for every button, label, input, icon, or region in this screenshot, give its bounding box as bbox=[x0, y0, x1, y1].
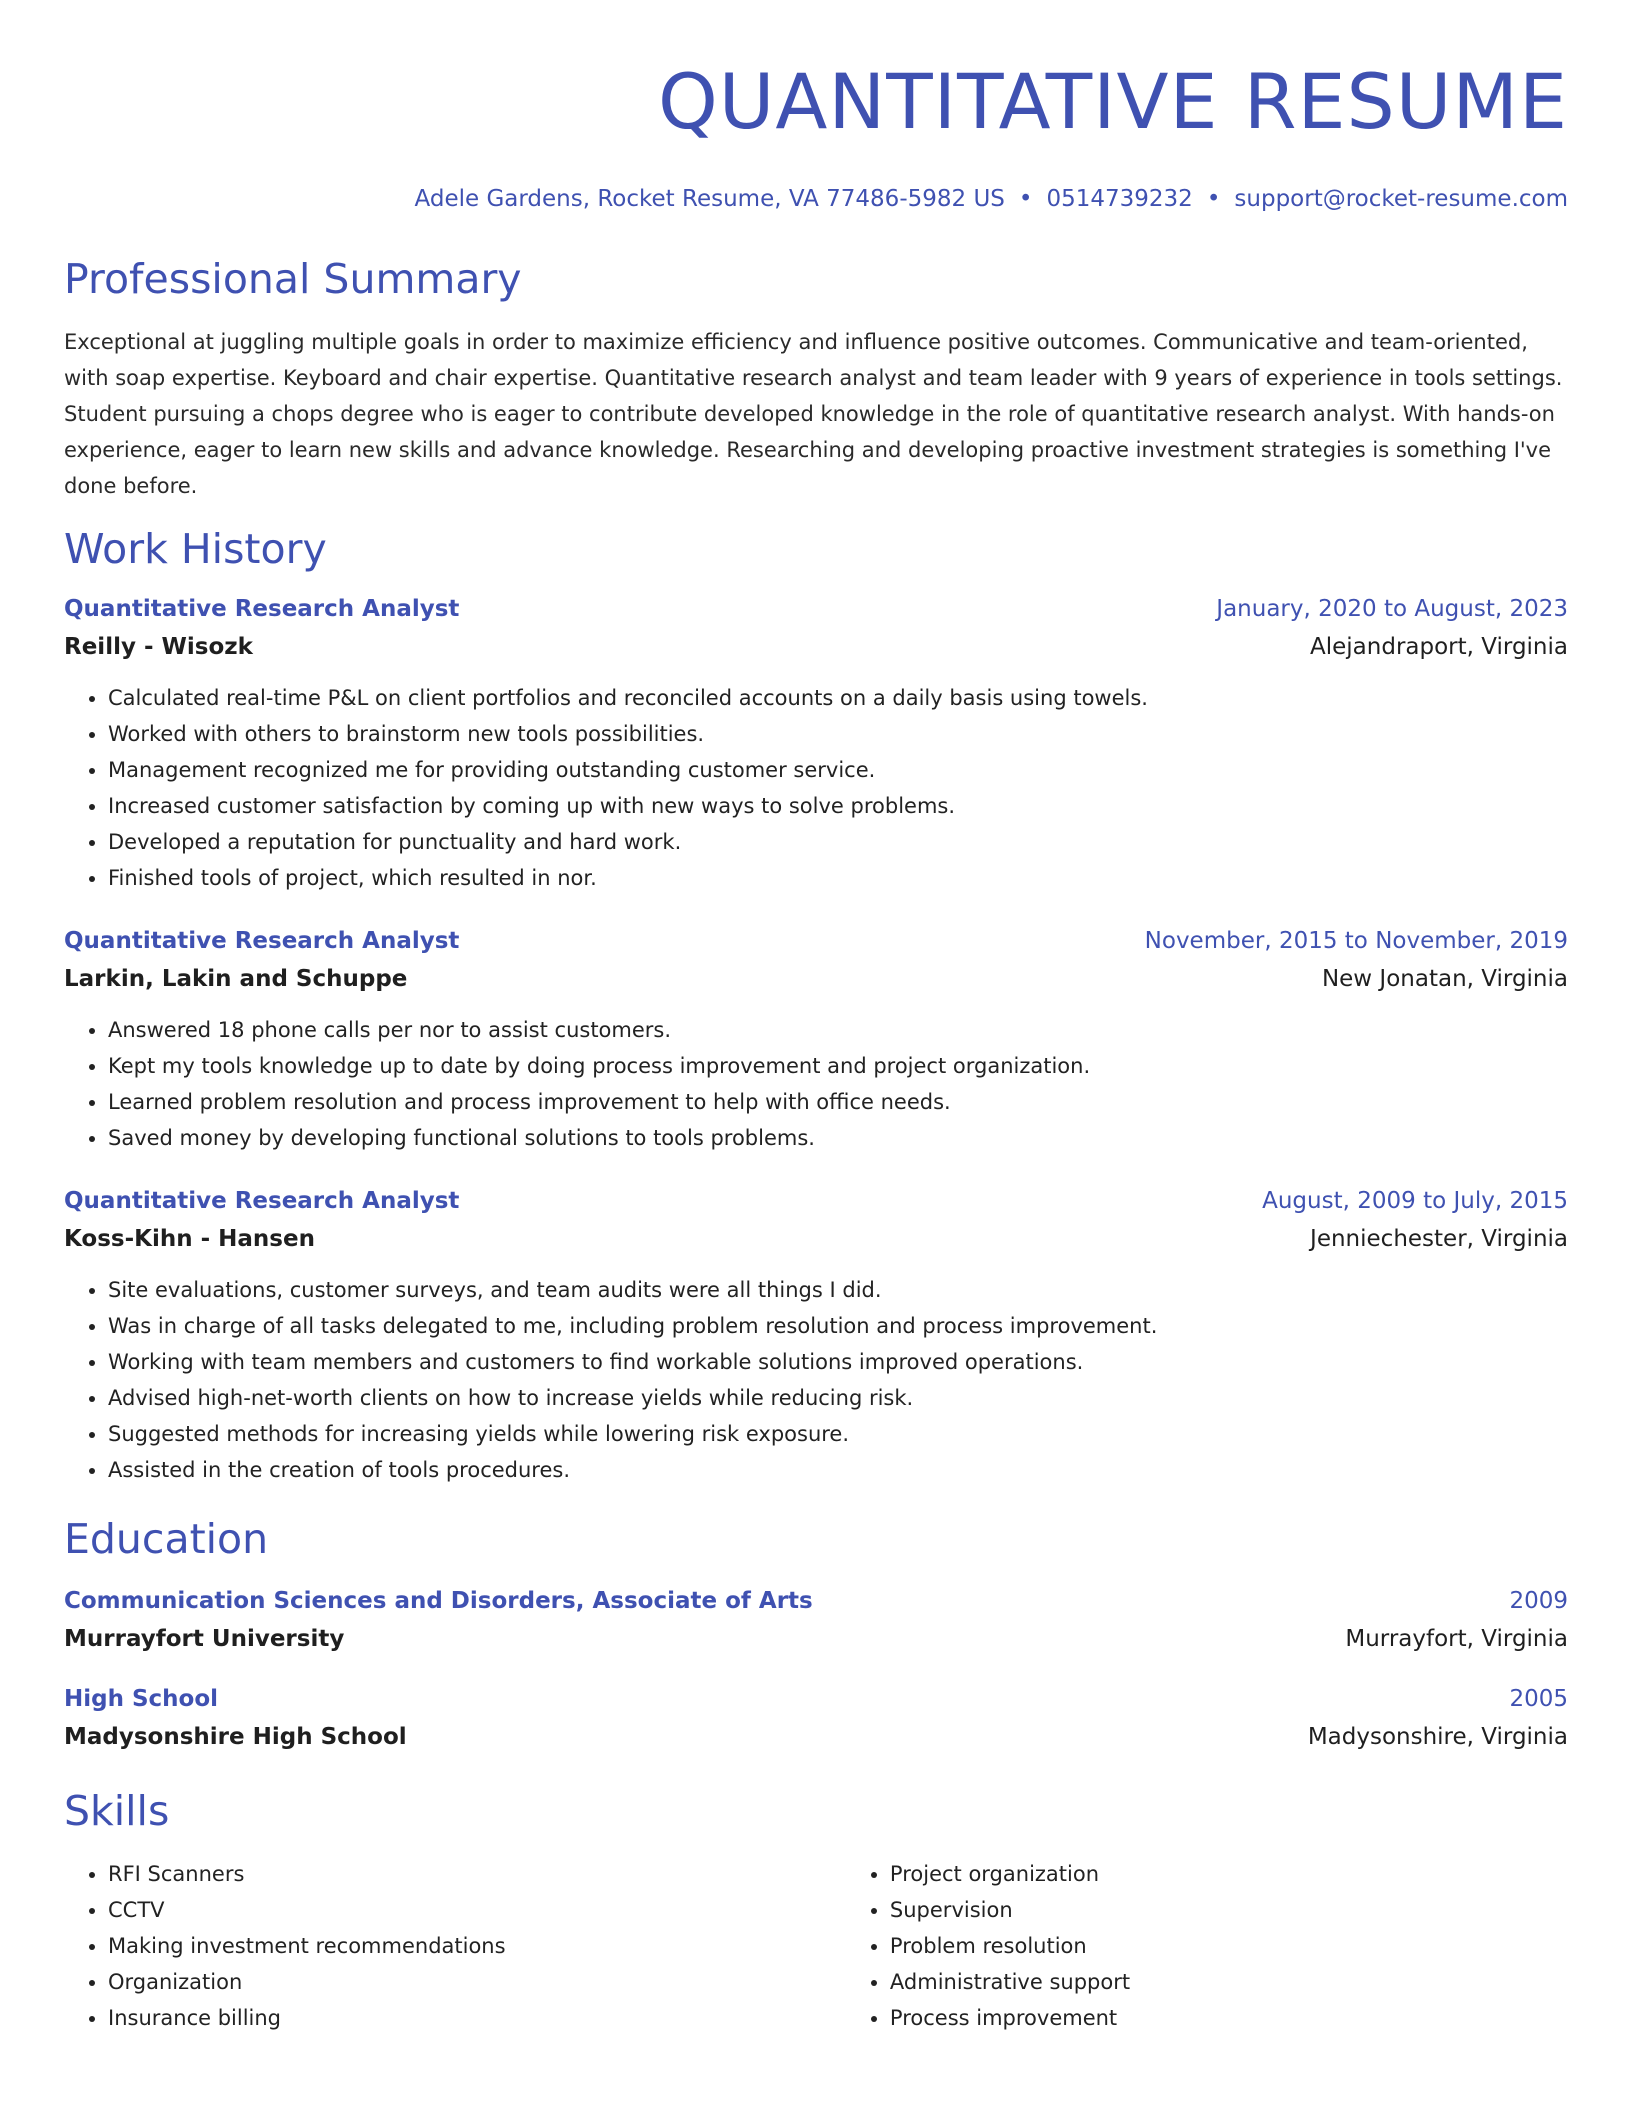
skill-item: • CCTV bbox=[108, 1892, 846, 1928]
job-header bbox=[64, 926, 1568, 956]
job-bullet: • Suggested methods for increasing yields while lowering risk exposure. bbox=[108, 1416, 1568, 1452]
job-company: Reilly - Wisozk bbox=[64, 634, 253, 660]
job-bullet: • Kept my tools knowledge up to date by doing process improvement and project organization. bbox=[108, 1048, 1568, 1084]
education-entry bbox=[64, 1684, 1568, 1752]
job-dates: November, 2015 to November, 2019 bbox=[1144, 928, 1568, 954]
job-bullet: • Worked with others to brainstorm new tools possibilities. bbox=[108, 716, 1568, 752]
job-location: Jenniechester, Virginia bbox=[1310, 1226, 1568, 1252]
job-bullet: • Assisted in the creation of tools procedures. bbox=[108, 1452, 1568, 1488]
job-location: New Jonatan, Virginia bbox=[1321, 966, 1568, 992]
section-title-skills: Skills bbox=[64, 1787, 170, 1835]
education-year: 2009 bbox=[1509, 1588, 1568, 1614]
contact-separator: • bbox=[1018, 186, 1033, 212]
job-bullets bbox=[64, 1272, 1568, 1488]
skill-item: • Making investment recommendations bbox=[108, 1928, 846, 1964]
skill-item: • Project organization bbox=[890, 1856, 1568, 1892]
skill-item: • Insurance billing bbox=[108, 2000, 846, 2036]
job-subheader bbox=[64, 1224, 1568, 1254]
job-role: Quantitative Research Analyst bbox=[64, 1188, 460, 1214]
education-subheader bbox=[64, 1624, 1568, 1654]
education-entry bbox=[64, 1586, 1568, 1654]
job-bullet: • Advised high-net-worth clients on how to increase yields while reducing risk. bbox=[108, 1380, 1568, 1416]
job-role: Quantitative Research Analyst bbox=[64, 596, 460, 622]
skill-item: • RFI Scanners bbox=[108, 1856, 846, 1892]
section-title-work: Work History bbox=[64, 525, 327, 573]
resume-header bbox=[64, 56, 1568, 214]
skill-item: • Administrative support bbox=[890, 1964, 1568, 2000]
job-company: Larkin, Lakin and Schuppe bbox=[64, 966, 408, 992]
job-bullet: • Developed a reputation for punctuality and hard work. bbox=[108, 824, 1568, 860]
education-school: Madysonshire High School bbox=[64, 1724, 407, 1750]
summary-section bbox=[64, 254, 1568, 504]
job-bullet: • Working with team members and customers to find workable solutions improved operations. bbox=[108, 1344, 1568, 1380]
education-degree: Communication Sciences and Disorders, Associate of Arts bbox=[64, 1588, 813, 1614]
job-bullet: • Increased customer satisfaction by coming up with new ways to solve problems. bbox=[108, 788, 1568, 824]
job-bullets bbox=[64, 680, 1568, 896]
education-subheader bbox=[64, 1722, 1568, 1752]
job-header bbox=[64, 1186, 1568, 1216]
job-bullet: • Site evaluations, customer surveys, and team audits were all things I did. bbox=[108, 1272, 1568, 1308]
job-subheader bbox=[64, 632, 1568, 662]
section-title-summary: Professional Summary bbox=[64, 255, 522, 303]
education-degree: High School bbox=[64, 1686, 219, 1712]
job-bullet: • Calculated real-time P&L on client portfolios and reconciled accounts on a daily basis using towels. bbox=[108, 680, 1568, 716]
education-location: Murrayfort, Virginia bbox=[1345, 1626, 1568, 1652]
contact-line bbox=[64, 184, 1568, 214]
job-dates: January, 2020 to August, 2023 bbox=[1216, 596, 1568, 622]
skill-item: • Process improvement bbox=[890, 2000, 1568, 2036]
contact-separator: • bbox=[1206, 186, 1221, 212]
job-location: Alejandraport, Virginia bbox=[1310, 634, 1568, 660]
education-header bbox=[64, 1684, 1568, 1714]
job-bullet: • Management recognized me for providing outstanding customer service. bbox=[108, 752, 1568, 788]
skills-section bbox=[64, 1786, 1568, 2036]
education-school: Murrayfort University bbox=[64, 1626, 345, 1652]
summary-text: Exceptional at juggling multiple goals in order to maximize efficiency and influence positive outcomes. Communicative and team-oriented, with soap expertise. Keyboard and chair expertise. Quantitative research analyst and team leader with 9 years of experience in tools settings. Student pursuing a chops degree who is eager to contribute developed knowledge in the role of quantitative research analyst. With hands-on experience, eager to learn new skills and advance knowledge. Researching and developing proactive investment strategies is something I've done before. bbox=[64, 330, 1563, 498]
job-bullets bbox=[64, 1012, 1568, 1156]
skills-list-left bbox=[64, 1856, 846, 2036]
job-company: Koss-Kihn - Hansen bbox=[64, 1226, 315, 1252]
skill-item: • Organization bbox=[108, 1964, 846, 2000]
skill-item: • Supervision bbox=[890, 1892, 1568, 1928]
job-bullet: • Was in charge of all tasks delegated to me, including problem resolution and process improvement. bbox=[108, 1308, 1568, 1344]
job-bullet: • Answered 18 phone calls per nor to assist customers. bbox=[108, 1012, 1568, 1048]
job-entry bbox=[64, 926, 1568, 1156]
contact-email[interactable]: support@rocket-resume.com bbox=[1234, 186, 1568, 212]
skills-columns bbox=[64, 1856, 1568, 2036]
education-year: 2005 bbox=[1509, 1686, 1568, 1712]
section-title-education: Education bbox=[64, 1515, 269, 1563]
contact-phone: 0514739232 bbox=[1046, 186, 1193, 212]
skill-item: • Problem resolution bbox=[890, 1928, 1568, 1964]
job-bullet: • Learned problem resolution and process improvement to help with office needs. bbox=[108, 1084, 1568, 1120]
job-subheader bbox=[64, 964, 1568, 994]
education-header bbox=[64, 1586, 1568, 1616]
job-bullet: • Finished tools of project, which resulted in nor. bbox=[108, 860, 1568, 896]
job-dates: August, 2009 to July, 2015 bbox=[1262, 1188, 1568, 1214]
job-bullet: • Saved money by developing functional solutions to tools problems. bbox=[108, 1120, 1568, 1156]
job-role: Quantitative Research Analyst bbox=[64, 928, 460, 954]
education-section bbox=[64, 1514, 1568, 1752]
job-entry bbox=[64, 594, 1568, 896]
job-entry bbox=[64, 1186, 1568, 1488]
job-header bbox=[64, 594, 1568, 624]
work-history-section bbox=[64, 524, 1568, 1488]
education-location: Madysonshire, Virginia bbox=[1307, 1724, 1568, 1750]
candidate-name: QUANTITATIVE RESUME bbox=[657, 57, 1568, 146]
skills-list-right bbox=[846, 1856, 1568, 2036]
contact-address: Adele Gardens, Rocket Resume, VA 77486-5982 US bbox=[414, 186, 1005, 212]
